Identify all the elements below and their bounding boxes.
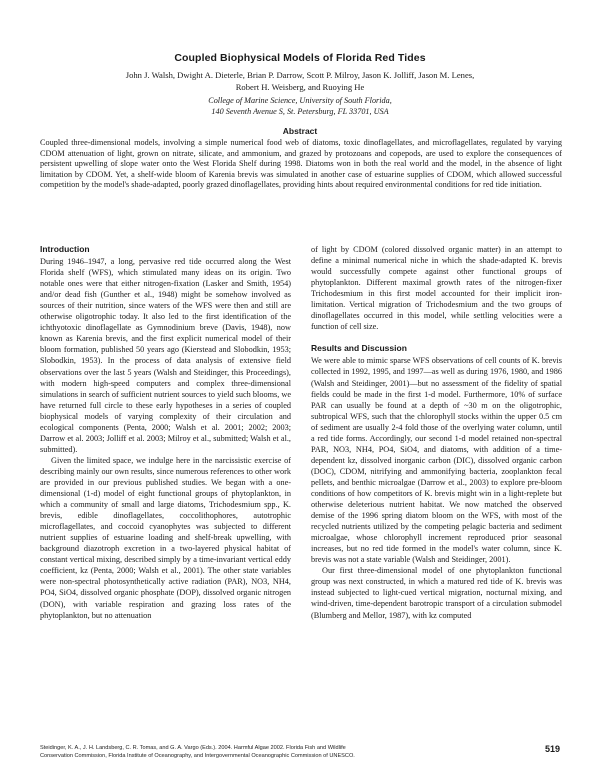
- results-heading: Results and Discussion: [311, 343, 407, 354]
- introduction-paragraph-continued: of light by CDOM (colored dissolved organic matter) in an attempt to define a minimal numerical niche in which the shade-adapted K. brevis would successfully compete against other functional groups of phytoplankton. Different maximal growth rates of the nitrogen-fixer Trichodesmium in this first model accounted for their implicit iron-limitation. Vertical migration of Trichodesmium and the two groups of dinoflagellates occurred in this model, while settling velocities were a function of cell size.: [311, 245, 562, 332]
- left-column: [40, 244, 291, 621]
- results-paragraph-1: We were able to mimic sparse WFS observations of cell counts of K. brevis collected in 1992, 1995, and 1997—as well as during 1976, 1980, and 1986 (Walsh and Steidinger, 2001)—but no assessment of the fidelity of spatial fields could be made in the first 1-d model. Furthermore, 10% of surface PAR can usually be found at a depth of ~30 m on the oligotrophic, subtropical WFS, such that the chlorophyll stocks within the upper 0.5 cm of sediment are usually 2-4 fold those of the overlying water column, until a red tide forms. Accordingly, our second 1-d model retained non-spectral PAR, NO3, NH4, PO4, SiO4, and diatoms, with addition of a time-dependent kz, dissolved inorganic carbon (DIC), dissolved organic carbon (DOC), CDOM, nitrifying and ammonifying bacteria, zooplankton fecal pellets, and benthic microalgae (Darrow et al., 2003) to explore pre-bloom conditions of how competitors of K. brevis might win in a light-replete but otherwise deleterious nutrient habitat. We now matched the observed demise of the 1996 spring diatom bloom on the WFS, with most of the recycled nutrients utilized by the competing pelagic bacteria and sediment microalgae, whose chlorophyll increment reproduced prior seasonal increases, but no red tide formed in the model's water column, since K. brevis was not a state variable (Walsh and Steidinger, 2001).: [311, 356, 562, 565]
- introduction-paragraph-2: Given the limited space, we indulge here in the narcissistic exercise of describing mainly our own results, since numerous references to other work are provided in our previous published studies. We began with a one-dimensional (1-d) model of eight functional groups of phytoplankton, in which a community of small and large diatoms, Trichodesmium spp., K. brevis, edible dinoflagellates, coccolithophores, autotrophic microflagellates, and coccoid cyanophytes was subjected to different nutrient supplies of estuarine loading and shelf-break upwelling, with background diazotroph excretion in a two-layered physical habitat of constant vertical mixing, described simply by a time-invariant vertical eddy coefficient, kz (Penta, 2000; Walsh et al., 2001). The other state variables were non-spectral photosynthetically active radiation (PAR), NO3, NH4, PO4, SiO4, dissolved organic phosphate (DOP), dissolved organic nitrogen (DON), with variable respiration and grazing loss rates of the phytoplankton, but no attenuation: [40, 455, 291, 620]
- paper-title: Coupled Biophysical Models of Florida Red Tides: [174, 52, 426, 64]
- citation-line-1: Steidinger, K. A., J. H. Landsberg, C. R. Tomas, and G. A. Vargo (Eds.). 2004. Harmful Algae 2002. Florida Fish and Wildlife: [40, 745, 346, 751]
- author-list: [60, 70, 540, 93]
- citation-line-2: Conservation Commission, Florida Institute of Oceanography, and Intergovernmental Oceanographic Commission of UNESCO.: [40, 753, 355, 759]
- affiliation-line-2: 140 Seventh Avenue S, St. Petersburg, FL 33701, USA: [211, 107, 389, 116]
- right-column: [311, 244, 562, 621]
- authors-line-1: John J. Walsh, Dwight A. Dieterle, Brian P. Darrow, Scott P. Milroy, Jason K. Jolliff, Jason M. Lenes,: [125, 70, 475, 80]
- introduction-heading: Introduction: [40, 244, 90, 254]
- authors-line-2: Robert H. Weisberg, and Ruoying He: [235, 81, 365, 92]
- introduction-paragraph-1: During 1946–1947, a long, pervasive red tide occurred along the West Florida shelf (WFS), which stimulated many ideas on its origin. Two notable ones were that either nitrogen-fixation (Lasker and Smith, 1954) and/or dead fish (Gunther et al., 1948) might be somehow involved as sources of their nutrition, since waters of the WFS were then and still are otherwise oligotrophic today. It also led to the first identification of the ichthyotoxic dinoflagellate as Gymnodinium breve (Davis, 1948), now known as Karenia brevis, and the first explicit numerical model of their bloom formation, published 50 years ago (Kierstead and Slobodkin, 1953; Slobodkin, 1953). In the process of data analysis of extensive field observations over the last 5 years (Walsh and Steidinger, this Proceedings), with modern high-speed computers and complex three-dimensional simulations in search of sufficient nutrient sources to yield such blooms, we have returned full circle to these early hypotheses in a series of coupled biophysical models of varying complexity of their circulation and ecological components (Penta, 2000; Walsh et al. 2001; 2002; 2003; Darrow et al. 2003; Jolliff et al. 2003; Milroy et al., submitted; Walsh et al., submitted).: [40, 257, 291, 454]
- page-number: 519: [544, 744, 560, 754]
- abstract-body: Coupled three-dimensional models, involving a simple numerical food web of diatoms, toxic dinoflagellates, and microflagellates, regulated by varying CDOM attenuation of light, grown on nitrate, silicate, and ammonium, and grazed by protozoans and copepods, are used to explore the consequences of persistent upwelling of slope water onto the West Florida Shelf during 1998. Diatoms won in both the real world and the model, in the absence of light limitation by CDOM. Yet, a shelf-wide bloom of Karenia brevis was simulated in another case of estuarine supplies of CDOM, which allowed successful competition by the model's shade-adapted, poorly grazed dinoflagellates, providing hints about required environmental conditions for red tide initiation.: [40, 138, 562, 190]
- section-spacer: [311, 332, 562, 343]
- abstract-heading: Abstract: [282, 126, 318, 136]
- affiliation-line-1: College of Marine Science, University of South Florida,: [208, 96, 392, 105]
- affiliation: [60, 95, 540, 117]
- results-paragraph-2: Our first three-dimensional model of one phytoplankton functional group was next constructed, in which a matured red tide of K. brevis was instead subjected to light-cued vertical migration, nocturnal mixing, and wind-driven, time-dependent barotropic transport of a circulation submodel (Blumberg and Mellor, 1987), with kz computed: [311, 566, 562, 620]
- citation-footer: [40, 744, 510, 760]
